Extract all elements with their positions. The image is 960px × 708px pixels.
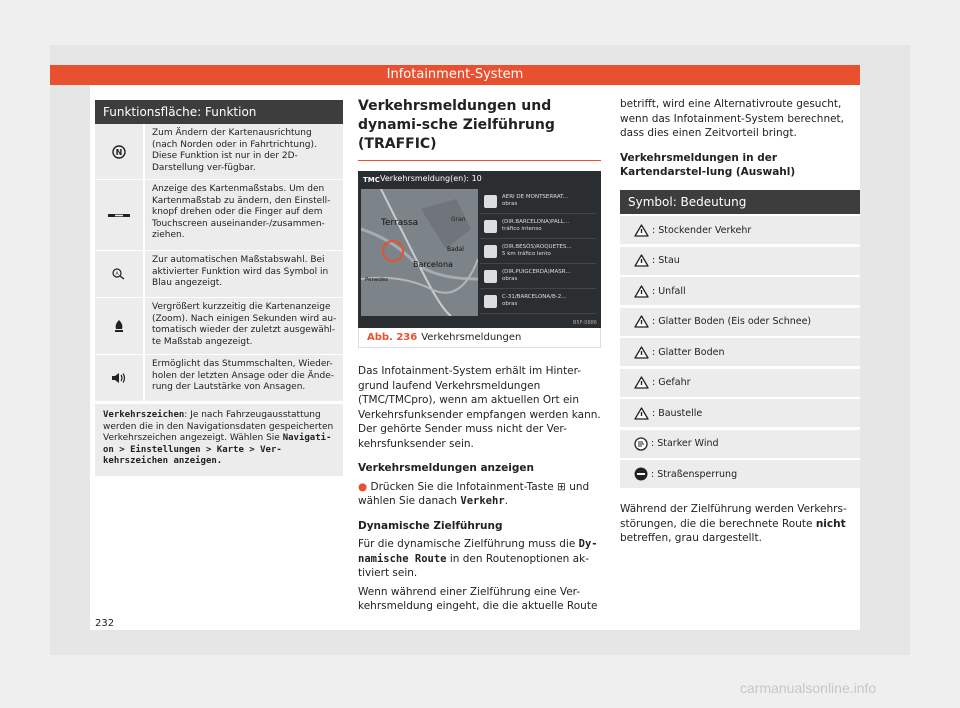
symbol-row (620, 216, 860, 244)
map-scale-icon (95, 180, 145, 250)
page-number: 232 (95, 618, 115, 629)
warning-badge-icon (484, 270, 497, 283)
traffic-message-item[interactable] (480, 189, 596, 214)
figure-number: Abb. 236 (367, 332, 418, 343)
subheading: Verkehrsmeldungen anzeigen (358, 462, 534, 474)
symbol-label: : Stau (652, 255, 680, 266)
section-header: Infotainment-System (50, 65, 860, 85)
para-term: Dy-namische Route (358, 538, 598, 565)
subheading: Dynamische Zielführung (358, 519, 503, 532)
symbol-row (620, 308, 860, 336)
item-status: tráfico intenso (502, 226, 542, 232)
figure-screen-title: Verkehrsmeldung(en): 10 (380, 174, 482, 183)
north-compass-icon (95, 124, 145, 179)
figure-caption (358, 328, 601, 348)
table-row (95, 124, 343, 180)
traffic-message-item[interactable] (480, 289, 596, 314)
para-text-2: in den Routenoptionen ak-tiviert sein. (358, 552, 589, 579)
map-label-gran: Gran (451, 216, 466, 223)
bullet-item: ● Drücken Sie die Infotainment-Taste ⊞ und wählen Sie danach Verkehr. (358, 480, 590, 507)
function-table-header: Funktionsfläche: Funktion (95, 100, 343, 124)
warning-badge-icon (484, 195, 497, 208)
section-heading: Verkehrsmeldungen und dynami-sche Zielführung (TRAFFIC) (358, 97, 601, 161)
symbol-row (620, 338, 860, 366)
tmc-label: TMC (363, 176, 380, 184)
bullet-text: Drücken Sie die Infotainment-Taste (370, 480, 554, 493)
symbol-table (620, 216, 860, 488)
svg-text:N: N (115, 147, 123, 157)
para-text: Für die dynamische Zielführung muss die (358, 538, 576, 550)
symbol-row (620, 460, 860, 488)
symbol-label: : Straßensperrung (651, 468, 738, 480)
paragraph (620, 502, 860, 546)
middle-column (358, 97, 601, 614)
symbol-label: : Gefahr (652, 377, 691, 388)
item-status: obras (502, 276, 518, 282)
item-status: 5 km tráfico lento (502, 251, 551, 257)
table-cell-text: Ermöglicht das Stummschalten, Wieder-holen der letzten Ansage oder die Ände-rung der Lautstärke von Ansagen. (152, 359, 335, 392)
traffic-message-item[interactable] (480, 264, 596, 289)
paragraph: betrifft, wird eine Alternativroute gesucht, wenn das Infotainment-System berechnet, dass dies einen Zeitvorteil bringt. (620, 98, 845, 139)
table-cell-text: Vergrößert kurzzeitig die Kartenanzeige (Zoom). Nach einigen Sekunden wird au-tomatisch wieder der zuletzt ausgewähl-te Maßstab angezeigt. (152, 302, 337, 347)
icy-road-icon (634, 315, 652, 328)
traffic-jam-icon (634, 254, 652, 267)
menu-key-icon: ⊞ (557, 480, 566, 493)
traffic-messages-figure (358, 171, 601, 328)
symbol-row (620, 399, 860, 427)
figure-caption-text: Verkehrsmeldungen (421, 332, 522, 343)
accident-icon (634, 285, 652, 298)
table-cell-text: Zur automatischen Maßstabswahl. Bei aktivierter Funktion wird das Symbol in Blau angezeigt. (152, 255, 329, 288)
traffic-message-item[interactable] (480, 239, 596, 264)
para-text: Während der Zielführung werden Verkehrs-störungen, die die berechnete Route (620, 503, 847, 530)
bullet-text-2: und wählen Sie danach (358, 480, 590, 507)
item-title: (DIR.PUIGCERDÀ)MASR... (502, 269, 571, 275)
danger-icon (634, 376, 652, 389)
map-label-badal: Badal (447, 246, 464, 253)
symbol-label: : Baustelle (652, 407, 703, 419)
map-label-barcelona: Barcelona (413, 260, 453, 269)
table-cell-text: Anzeige des Kartenmaßstabs. Um den Kartenmaßstab zu ändern, den Einstell-knopf drehen oder die Finger auf dem Touchscreen auseinander-/zusammen-ziehen. (152, 184, 331, 240)
bullet-icon: ● (358, 480, 368, 493)
bullet-term: Verkehr (460, 495, 505, 507)
item-status: obras (502, 201, 518, 207)
item-title: (DIR.BARCELONA)PALL... (502, 219, 570, 225)
paragraph: Das Infotainment-System erhält im Hinter-grund laufend Verkehrsmeldungen (TMC/TMCpro), wenn am aktuellen Ort ein Verkehrsfunksender empfangen werden kann. Der gehörte Sender muss nicht der Ver-kehrsfunksender sein. (358, 365, 601, 450)
map-label-penedes: Penedès (365, 277, 389, 283)
symbol-table-header: Symbol: Bedeutung (620, 190, 860, 214)
stationary-traffic-icon (634, 224, 652, 237)
para-text-2: betreffen, grau dargestellt. (620, 532, 762, 544)
para-bold: nicht (815, 517, 846, 530)
auto-zoom-icon (95, 251, 145, 297)
paragraph: Wenn während einer Zielführung eine Ver-kehrsmeldung eingeht, die die aktuelle Route (358, 585, 598, 612)
zoom-magnifier-icon (95, 298, 145, 354)
note-text: : Je nach Fahrzeugausstattung werden die in den Navigationsdaten gespeicherten Verkehrszeichen angezeigt. Wählen Sie (103, 410, 334, 443)
symbol-row (620, 430, 860, 458)
item-title: (DIR.BESÒS)ROQUETES... (502, 244, 572, 250)
table-row (95, 251, 343, 298)
note-menu-path: Navigati-on > Einstellungen > Karte > Ver-kehrszeichen anzeigen. (103, 433, 332, 466)
symbol-label: : Glatter Boden (Eis oder Schnee) (652, 316, 812, 327)
symbol-row (620, 277, 860, 305)
item-title: AERI DE MONTSERRAT... (502, 194, 569, 200)
table-row (95, 298, 343, 355)
symbol-label: : Stockender Verkehr (652, 224, 752, 236)
symbol-row (620, 369, 860, 397)
function-table (95, 100, 343, 476)
warning-badge-icon (484, 220, 497, 233)
traffic-message-item[interactable] (480, 214, 596, 239)
map-area (361, 189, 478, 316)
warning-badge-icon (484, 295, 497, 308)
table-cell-text: Zum Ändern der Kartenausrichtung (nach Norden oder in Fahrtrichtung). Diese Funktion ist nur in der 2D-Darstellung ver-fügbar. (152, 128, 317, 173)
traffic-message-list (480, 189, 596, 314)
road-closed-icon (634, 467, 651, 481)
item-status: obras (502, 301, 518, 307)
svg-text:A: A (115, 272, 119, 277)
symbol-label: : Glatter Boden (652, 346, 725, 358)
right-column (620, 97, 860, 546)
paragraph (358, 537, 601, 581)
symbol-row (620, 247, 860, 275)
note-term: Verkehrszeichen (103, 410, 185, 420)
mute-speaker-icon (95, 355, 145, 401)
warning-badge-icon (484, 245, 497, 258)
strong-wind-icon (634, 437, 651, 451)
symbol-label: : Unfall (652, 285, 686, 297)
traffic-signs-note (95, 404, 343, 476)
symbol-label: : Starker Wind (651, 438, 719, 449)
map-label-terrassa: Terrassa (381, 218, 419, 228)
slippery-road-icon (634, 346, 652, 359)
watermark: carmanualsonline.info (740, 680, 877, 696)
figure-code: B5F-0886 (572, 320, 597, 326)
item-title: C-31/BARCELONA/B-2... (502, 294, 567, 300)
table-row (95, 180, 343, 251)
subheading: Verkehrsmeldungen in der Kartendarstel-lung (Auswahl) (620, 151, 796, 178)
roadworks-icon (634, 407, 652, 420)
table-row (95, 355, 343, 402)
